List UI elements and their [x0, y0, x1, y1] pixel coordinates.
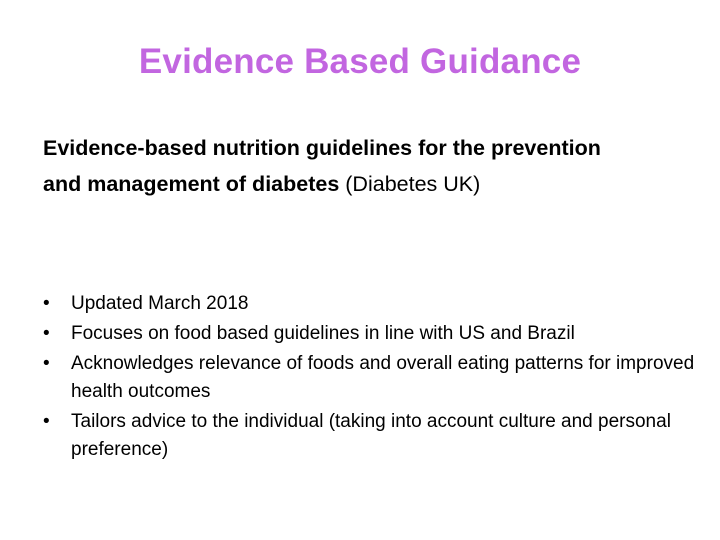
- slide-title: Evidence Based Guidance: [138, 42, 582, 81]
- subtitle-bold-text: Evidence-based nutrition guidelines for the prevention and management of diabetes: [43, 136, 601, 196]
- bullet-marker: •: [43, 411, 50, 432]
- list-item: [43, 350, 703, 406]
- slide-subtitle: [43, 130, 643, 202]
- list-item: [43, 320, 703, 348]
- bullet-text: Updated March 2018: [71, 293, 249, 314]
- subtitle-source-text: (Diabetes UK): [339, 172, 481, 196]
- bullet-marker: •: [43, 293, 50, 314]
- bullet-marker: •: [43, 353, 50, 374]
- bullet-list: [43, 290, 703, 466]
- bullet-text: Tailors advice to the individual (taking into account culture and personal preference): [71, 411, 671, 460]
- bullet-text: Acknowledges relevance of foods and overall eating patterns for improved health outcomes: [71, 353, 695, 402]
- bullet-text: Focuses on food based guidelines in line with US and Brazil: [71, 323, 575, 344]
- list-item: [43, 290, 703, 318]
- list-item: [43, 408, 703, 464]
- bullet-marker: •: [43, 323, 50, 344]
